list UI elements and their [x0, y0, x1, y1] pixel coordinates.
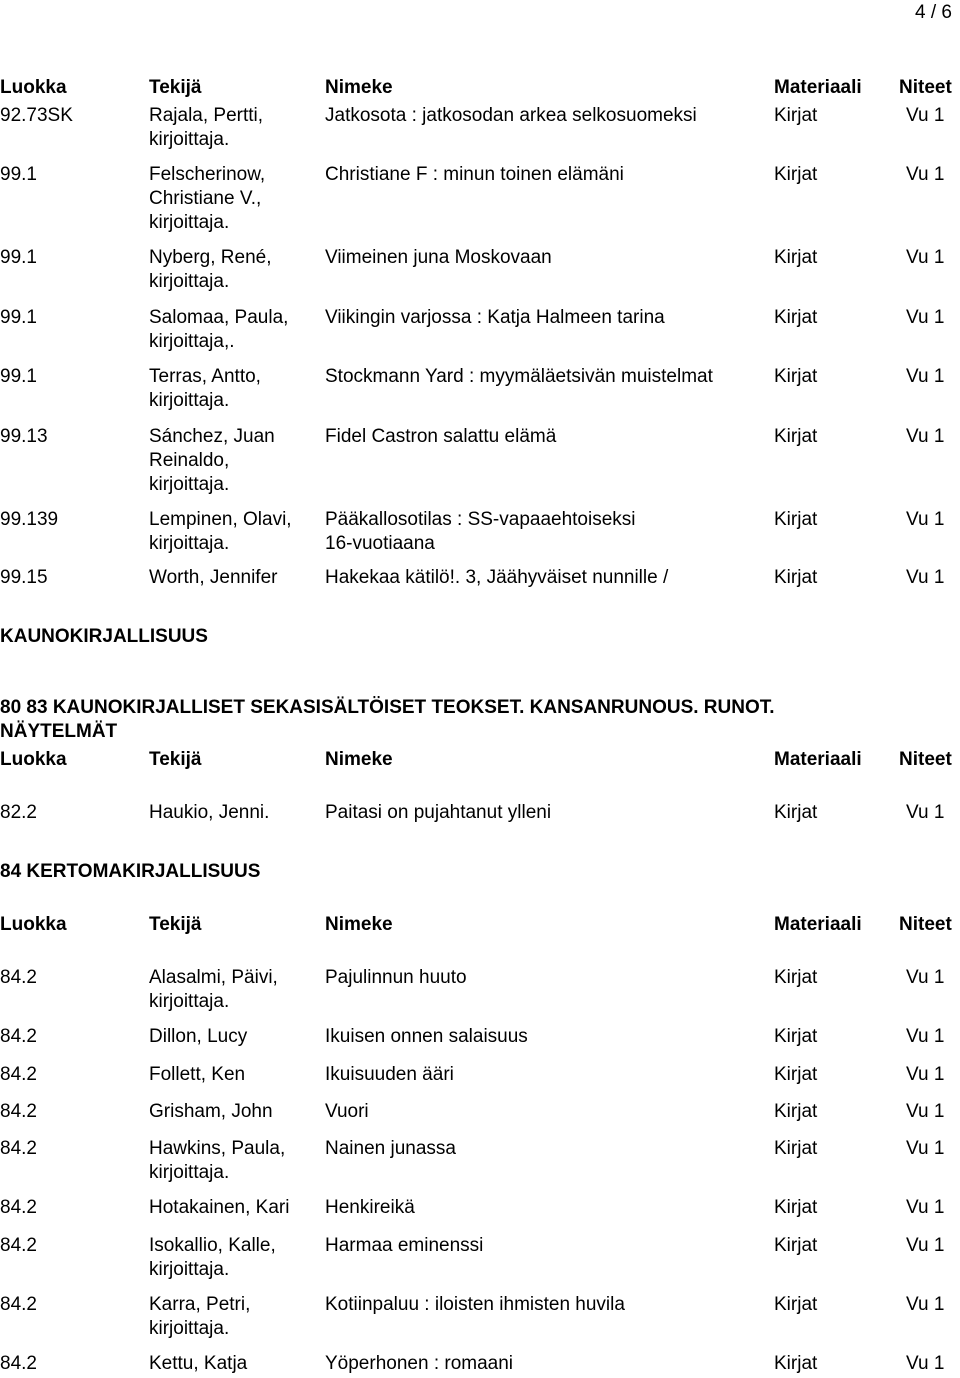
cell-nimeke-line: 16-vuotiaana	[325, 533, 435, 554]
cell-tekija	[149, 104, 317, 152]
cell-niteet: Vu 1	[906, 247, 945, 268]
cell-nimeke-line: Pääkallosotilas : SS-vapaaehtoiseksi	[325, 509, 636, 530]
cell-materiaali: Kirjat	[774, 1235, 818, 1256]
cell-luokka: 99.15	[0, 567, 48, 588]
cell-tekija	[149, 1025, 317, 1049]
header-materiaali: Materiaali	[774, 77, 862, 98]
cell-tekija	[149, 1196, 317, 1220]
cell-nimeke	[325, 1100, 765, 1124]
header-luokka: Luokka	[0, 749, 67, 770]
page-number: 4 / 6	[915, 2, 952, 23]
cell-tekija-line: Worth, Jennifer	[149, 567, 278, 588]
cell-niteet: Vu 1	[906, 802, 945, 823]
cell-tekija-line: Kettu, Katja	[149, 1353, 248, 1374]
cell-luokka: 84.2	[0, 1101, 37, 1122]
cell-luokka: 84.2	[0, 1026, 37, 1047]
cell-niteet: Vu 1	[906, 1353, 945, 1374]
cell-niteet: Vu 1	[906, 1197, 945, 1218]
cell-niteet: Vu 1	[906, 1235, 945, 1256]
cell-materiaali: Kirjat	[774, 1138, 818, 1159]
header-tekija: Tekijä	[149, 749, 202, 770]
cell-tekija-line: Lempinen, Olavi,	[149, 509, 292, 530]
cell-nimeke-line: Fidel Castron salattu elämä	[325, 426, 557, 447]
cell-nimeke-line: Viimeinen juna Moskovaan	[325, 247, 552, 268]
header-nimeke: Nimeke	[325, 77, 393, 98]
cell-niteet: Vu 1	[906, 1101, 945, 1122]
cell-tekija	[149, 425, 317, 497]
cell-nimeke-line: Christiane F : minun toinen elämäni	[325, 164, 624, 185]
cell-tekija	[149, 163, 317, 235]
cell-nimeke	[325, 1234, 765, 1258]
cell-luokka: 99.139	[0, 509, 59, 530]
cell-tekija	[149, 246, 317, 294]
cell-nimeke	[325, 1293, 765, 1317]
cell-niteet: Vu 1	[906, 307, 945, 328]
cell-materiaali: Kirjat	[774, 509, 818, 530]
cell-materiaali: Kirjat	[774, 366, 818, 387]
table-header	[0, 913, 960, 937]
table-header	[0, 76, 960, 100]
cell-tekija-line: kirjoittaja.	[149, 129, 230, 150]
cell-tekija-line: kirjoittaja.	[149, 390, 230, 411]
cell-tekija-line: Terras, Antto,	[149, 366, 261, 387]
cell-tekija	[149, 306, 317, 354]
cell-tekija	[149, 1234, 317, 1282]
cell-niteet: Vu 1	[906, 1064, 945, 1085]
cell-nimeke	[325, 1025, 765, 1049]
cell-materiaali: Kirjat	[774, 1197, 818, 1218]
header-luokka: Luokka	[0, 77, 67, 98]
section-heading-line: 80 83 KAUNOKIRJALLISET SEKASISÄLTÖISET TEOKSET. KANSANRUNOUS. RUNOT.	[0, 697, 775, 718]
cell-tekija-line: Sánchez, Juan	[149, 426, 275, 447]
cell-nimeke-line: Ikuisuuden ääri	[325, 1064, 454, 1085]
cell-tekija-line: kirjoittaja.	[149, 991, 230, 1012]
cell-nimeke	[325, 1063, 765, 1087]
cell-tekija-line: kirjoittaja.	[149, 474, 230, 495]
cell-nimeke-line: Stockmann Yard : myymäläetsivän muistelmat	[325, 366, 713, 387]
cell-luokka: 84.2	[0, 1235, 37, 1256]
cell-nimeke-line: Viikingin varjossa : Katja Halmeen tarina	[325, 307, 665, 328]
cell-niteet: Vu 1	[906, 967, 945, 988]
cell-materiaali: Kirjat	[774, 1026, 818, 1047]
cell-tekija	[149, 566, 317, 590]
header-materiaali: Materiaali	[774, 749, 862, 770]
cell-materiaali: Kirjat	[774, 164, 818, 185]
cell-niteet: Vu 1	[906, 1026, 945, 1047]
cell-tekija-line: Isokallio, Kalle,	[149, 1235, 276, 1256]
cell-tekija-line: Follett, Ken	[149, 1064, 246, 1085]
cell-materiaali: Kirjat	[774, 967, 818, 988]
cell-nimeke-line: Pajulinnun huuto	[325, 967, 467, 988]
cell-tekija-line: Rajala, Pertti,	[149, 105, 264, 126]
cell-luokka: 84.2	[0, 1294, 37, 1315]
cell-nimeke-line: Hakekaa kätilö!. 3, Jäähyväiset nunnille /	[325, 567, 669, 588]
cell-tekija-line: kirjoittaja.	[149, 1318, 230, 1339]
cell-tekija-line: kirjoittaja.	[149, 1259, 230, 1280]
cell-luokka: 84.2	[0, 967, 37, 988]
cell-materiaali: Kirjat	[774, 1064, 818, 1085]
cell-tekija	[149, 966, 317, 1014]
cell-materiaali: Kirjat	[774, 247, 818, 268]
cell-tekija-line: kirjoittaja,.	[149, 331, 235, 352]
cell-nimeke	[325, 966, 765, 990]
cell-luokka: 84.2	[0, 1197, 37, 1218]
cell-tekija-line: Karra, Petri,	[149, 1294, 251, 1315]
cell-materiaali: Kirjat	[774, 105, 818, 126]
cell-luokka: 92.73SK	[0, 105, 73, 126]
cell-tekija-line: Hotakainen, Kari	[149, 1197, 290, 1218]
cell-tekija	[149, 1293, 317, 1341]
cell-nimeke	[325, 566, 765, 590]
cell-tekija	[149, 1063, 317, 1087]
cell-tekija-line: Alasalmi, Päivi,	[149, 967, 278, 988]
cell-nimeke	[325, 1196, 765, 1220]
cell-tekija	[149, 508, 317, 556]
cell-nimeke-line: Henkireikä	[325, 1197, 415, 1218]
header-nimeke: Nimeke	[325, 914, 393, 935]
cell-tekija	[149, 1137, 317, 1185]
cell-luokka: 84.2	[0, 1138, 37, 1159]
cell-niteet: Vu 1	[906, 105, 945, 126]
cell-nimeke-line: Yöperhonen : romaani	[325, 1353, 514, 1374]
cell-tekija-line: Hawkins, Paula,	[149, 1138, 286, 1159]
cell-luokka: 99.13	[0, 426, 48, 447]
cell-niteet: Vu 1	[906, 1138, 945, 1159]
cell-tekija-line: kirjoittaja.	[149, 533, 230, 554]
cell-tekija	[149, 365, 317, 413]
cell-nimeke	[325, 1137, 765, 1161]
cell-luokka: 84.2	[0, 1353, 37, 1374]
cell-nimeke	[325, 425, 765, 449]
cell-tekija	[149, 1352, 317, 1376]
cell-nimeke-line: Ikuisen onnen salaisuus	[325, 1026, 528, 1047]
cell-nimeke	[325, 246, 765, 270]
cell-nimeke	[325, 1352, 765, 1376]
cell-nimeke-line: Vuori	[325, 1101, 369, 1122]
section-heading-84: 84 KERTOMAKIRJALLISUUS	[0, 861, 261, 882]
cell-tekija-line: kirjoittaja.	[149, 271, 230, 292]
cell-nimeke-line: Kotiinpaluu : iloisten ihmisten huvila	[325, 1294, 625, 1315]
cell-tekija-line: Nyberg, René,	[149, 247, 272, 268]
header-materiaali: Materiaali	[774, 914, 862, 935]
cell-luokka: 99.1	[0, 366, 37, 387]
cell-luokka: 99.1	[0, 164, 37, 185]
cell-luokka: 82.2	[0, 802, 37, 823]
header-niteet: Niteet	[899, 77, 952, 98]
header-niteet: Niteet	[899, 914, 952, 935]
header-niteet: Niteet	[899, 749, 952, 770]
cell-tekija-line: Reinaldo,	[149, 450, 230, 471]
cell-niteet: Vu 1	[906, 426, 945, 447]
cell-tekija-line: Dillon, Lucy	[149, 1026, 248, 1047]
cell-tekija	[149, 801, 317, 825]
cell-nimeke-line: Harmaa eminenssi	[325, 1235, 484, 1256]
section-heading-kaunokirjallisuus: KAUNOKIRJALLISUUS	[0, 626, 208, 647]
cell-nimeke-line: Jatkosota : jatkosodan arkea selkosuomeksi	[325, 105, 697, 126]
cell-niteet: Vu 1	[906, 164, 945, 185]
header-tekija: Tekijä	[149, 914, 202, 935]
cell-nimeke-line: Paitasi on pujahtanut ylleni	[325, 802, 552, 823]
cell-niteet: Vu 1	[906, 567, 945, 588]
cell-materiaali: Kirjat	[774, 1294, 818, 1315]
cell-niteet: Vu 1	[906, 509, 945, 530]
cell-tekija-line: Grisham, John	[149, 1101, 273, 1122]
cell-luokka: 84.2	[0, 1064, 37, 1085]
cell-materiaali: Kirjat	[774, 1101, 818, 1122]
cell-materiaali: Kirjat	[774, 567, 818, 588]
cell-nimeke-line: Nainen junassa	[325, 1138, 456, 1159]
cell-nimeke	[325, 365, 765, 389]
table-header	[0, 748, 960, 772]
header-nimeke: Nimeke	[325, 749, 393, 770]
header-tekija: Tekijä	[149, 77, 202, 98]
cell-tekija-line: Haukio, Jenni.	[149, 802, 270, 823]
header-luokka: Luokka	[0, 914, 67, 935]
cell-niteet: Vu 1	[906, 1294, 945, 1315]
cell-tekija-line: Felscherinow,	[149, 164, 266, 185]
cell-luokka: 99.1	[0, 307, 37, 328]
cell-tekija-line: kirjoittaja.	[149, 1162, 230, 1183]
cell-materiaali: Kirjat	[774, 802, 818, 823]
cell-materiaali: Kirjat	[774, 1353, 818, 1374]
cell-tekija-line: kirjoittaja.	[149, 212, 230, 233]
cell-tekija-line: Salomaa, Paula,	[149, 307, 289, 328]
cell-nimeke	[325, 306, 765, 330]
section-heading-line: NÄYTELMÄT	[0, 721, 118, 742]
cell-luokka: 99.1	[0, 247, 37, 268]
cell-tekija-line: Christiane V.,	[149, 188, 262, 209]
cell-niteet: Vu 1	[906, 366, 945, 387]
cell-nimeke	[325, 104, 765, 128]
section-heading-80-83	[0, 696, 775, 744]
cell-nimeke	[325, 801, 765, 825]
cell-materiaali: Kirjat	[774, 307, 818, 328]
cell-materiaali: Kirjat	[774, 426, 818, 447]
cell-tekija	[149, 1100, 317, 1124]
cell-nimeke	[325, 163, 765, 187]
cell-nimeke	[325, 508, 765, 556]
